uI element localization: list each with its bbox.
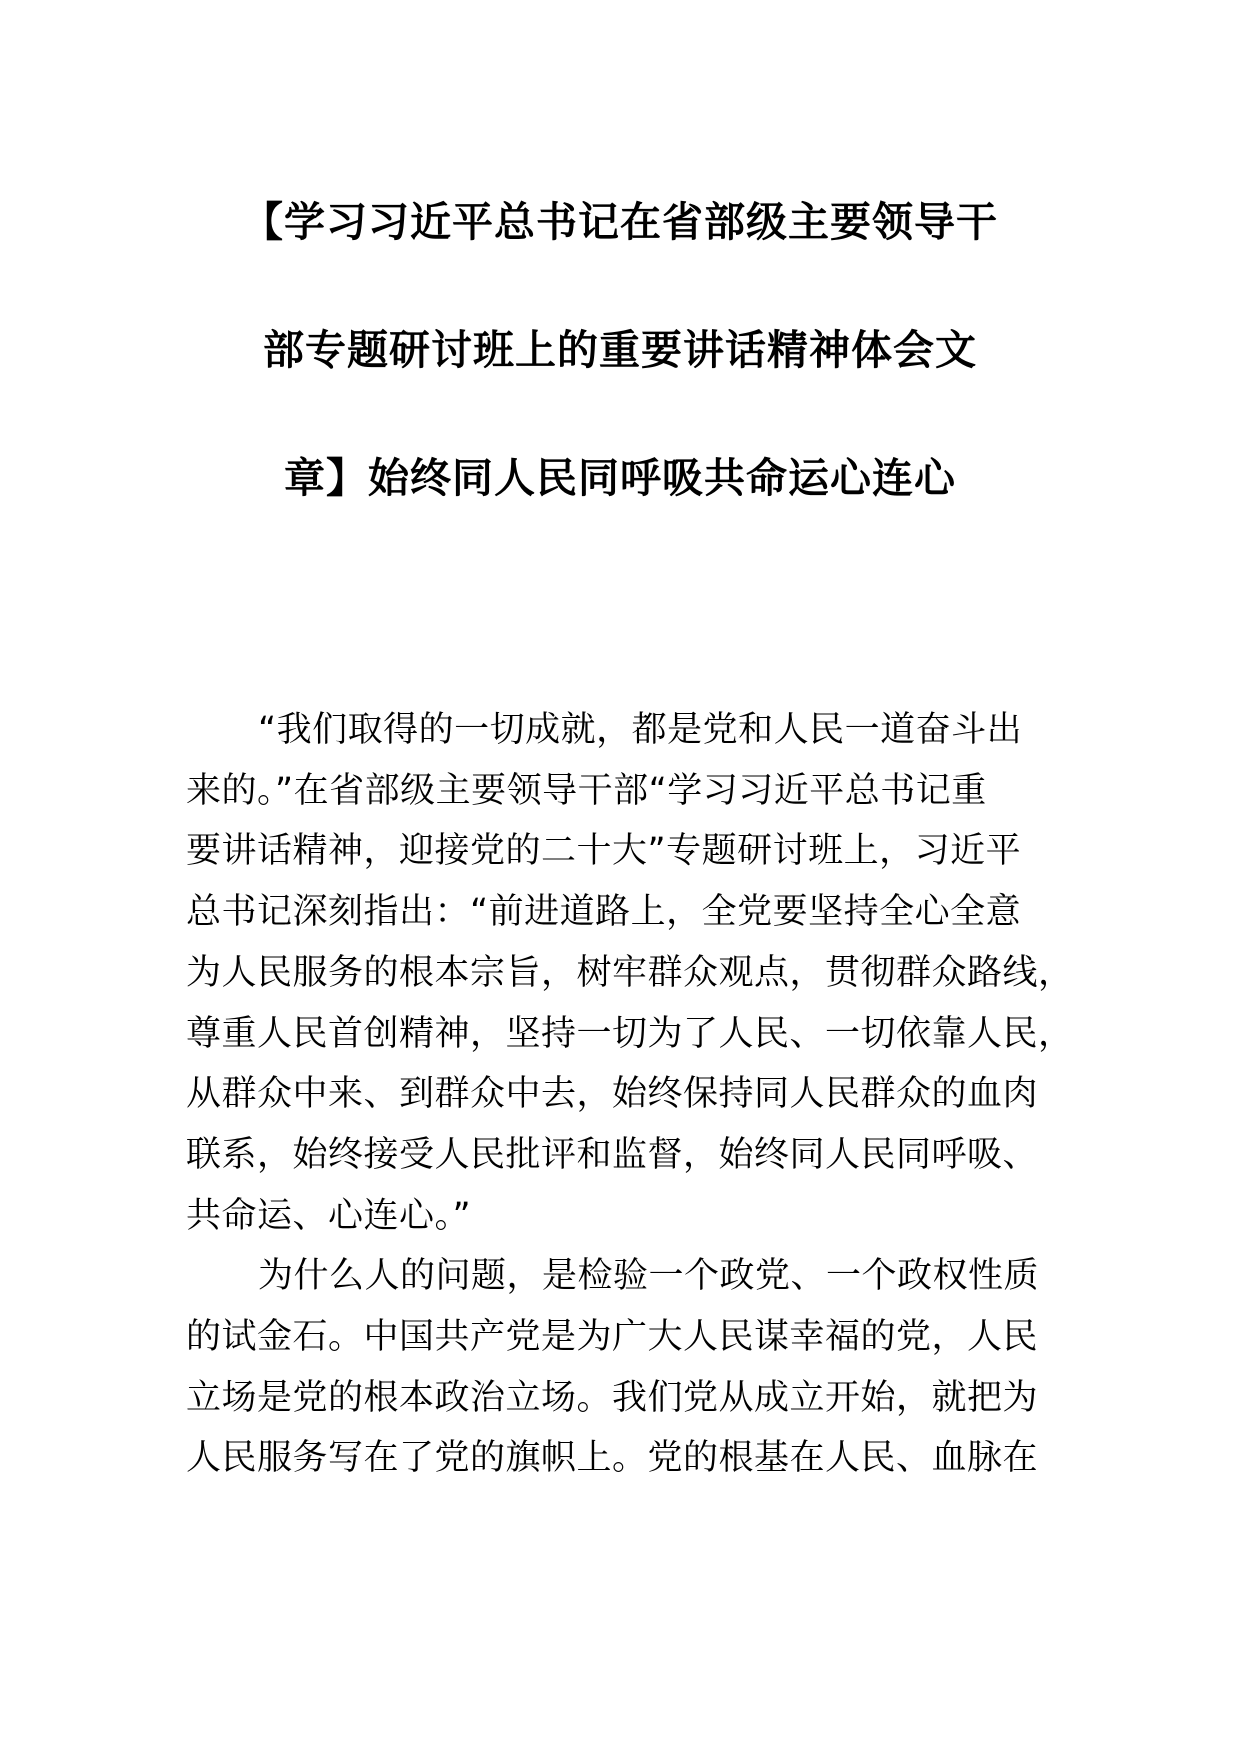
text-line: 共命运、心连心。” <box>186 1195 472 1236</box>
text-line: 尊重人民首创精神，坚持一切为了人民、一切依靠人民， <box>186 1013 1074 1054</box>
text-line: 为人民服务的根本宗旨，树牢群众观点，贯彻群众路线， <box>186 952 1074 993</box>
title-line: 【学习习近平总书记在省部级主要领导干 <box>242 198 998 246</box>
paragraph-2 <box>186 1246 1084 1489</box>
document-body <box>186 700 1084 1489</box>
paragraph-1 <box>186 700 1084 1246</box>
text-line: “我们取得的一切成就，都是党和人民一道奋斗出 <box>258 710 1023 750</box>
title-line: 章】始终同人民同呼吸共命运心连心 <box>284 454 956 502</box>
text-line: 来的。”在省部级主要领导干部“学习习近平总书记重 <box>186 770 987 811</box>
text-line: 为什么人的问题，是检验一个政党、一个政权性质 <box>258 1256 1040 1297</box>
text-line: 的试金石。中国共产党是为广大人民谋幸福的党，人民 <box>186 1317 1039 1358</box>
text-line: 人民服务写在了党的旗帜上。党的根基在人民、血脉在 <box>186 1438 1039 1479</box>
text-line: 联系，始终接受人民批评和监督，始终同人民同呼吸、 <box>186 1134 1039 1175</box>
text-line: 要讲话精神，迎接党的二十大”专题研讨班上，习近平 <box>186 831 1022 872</box>
document-title <box>186 198 1054 502</box>
text-line: 从群众中来、到群众中去，始终保持同人民群众的血肉 <box>186 1074 1039 1115</box>
text-line: 总书记深刻指出：“前进道路上，全党要坚持全心全意 <box>186 892 1022 933</box>
title-line: 部专题研讨班上的重要讲话精神体会文 <box>263 326 977 374</box>
text-line: 立场是党的根本政治立场。我们党从成立开始，就把为 <box>186 1377 1039 1418</box>
